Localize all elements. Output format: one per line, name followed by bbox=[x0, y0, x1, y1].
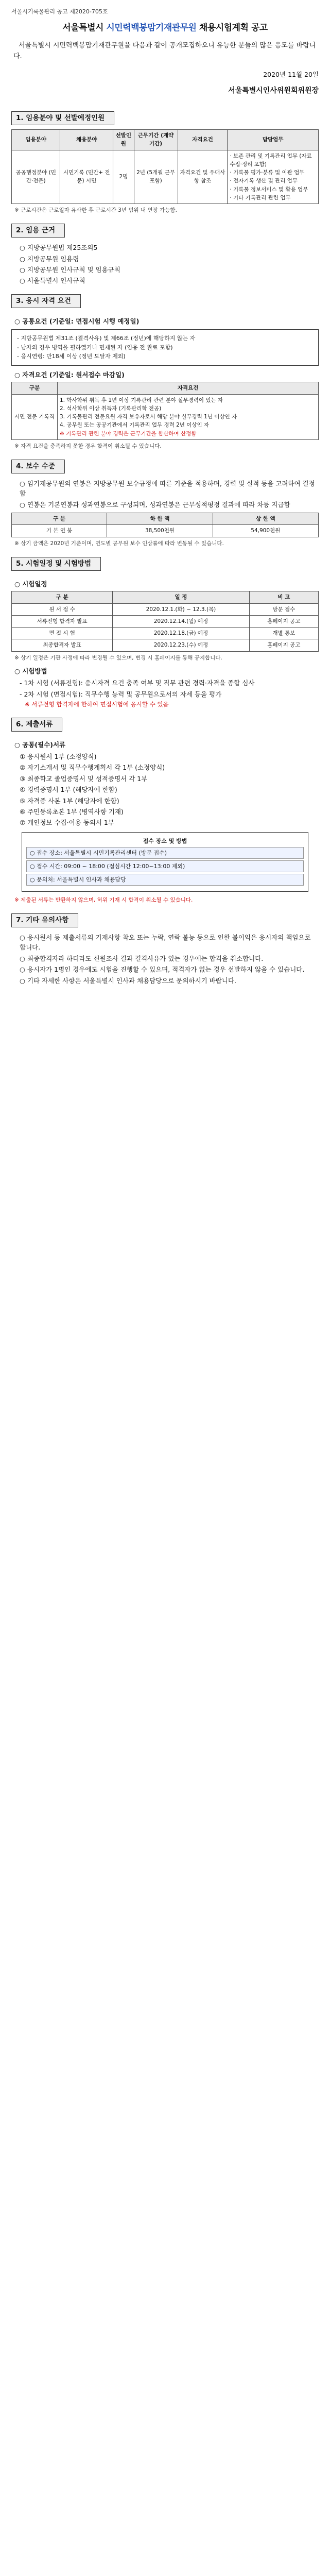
list-item: - 남자의 경우 병역을 필하였거나 면제된 자 (임용 전 완료 포함) bbox=[17, 344, 173, 351]
table-header-row: 임용분야 채용분야 선발인원 근무기간 (계약기간) 자격요건 담당업무 bbox=[12, 129, 319, 150]
list-item: ○ 임기제공무원의 연봉은 지방공무원 보수규정에 따른 기준을 적용하며, 경력 및 실적 등을 고려하여 결정함 bbox=[20, 480, 315, 498]
issuer: 서울특별시인사위원회위원장 bbox=[228, 87, 319, 95]
list-item: - 지방공무원법 제31조 (결격사유) 및 제66조 (정년)에 해당하지 않는 자 bbox=[17, 335, 196, 342]
common-req-heading: ○ 공통요건 (기준일: 면접시험 시행 예정일) bbox=[14, 317, 140, 325]
section-7-title: 7. 기타 유의사항 bbox=[11, 913, 78, 927]
docs-note: ※ 제출된 서류는 반환하지 않으며, 허위 기재 시 합격이 취소될 수 있습니다. bbox=[14, 896, 193, 903]
list-item: ○ 연봉은 기본연봉과 성과연봉으로 구성되며, 성과연봉은 근무성적평정 결과에 따라 차등 지급함 bbox=[20, 500, 290, 509]
page-title: 서울특별시 시민력백봉맘기재관무원 채용시험계획 공고 bbox=[62, 23, 268, 33]
list-item: ③ 최종학교 졸업증명서 및 성적증명서 각 1부 bbox=[20, 774, 148, 783]
list-item: ⑤ 자격증 사본 1부 (해당자에 한함) bbox=[20, 796, 119, 805]
recruit-table bbox=[11, 129, 319, 204]
list-item: ○ 지방공무원 임용령 bbox=[20, 255, 79, 263]
duties-cell: · 보존 관리 및 기록관리 업무 (자료 수집·정리 포함) · 기록물 평가·분류 및 이관 업무 · 전자기록 생산 및 관리 업무 · 기록물 정보서비스 및 활용 업무 · 기타 기록관리 관련 업무 bbox=[228, 150, 319, 204]
list-item: ① 응시원서 1부 (소정양식) bbox=[20, 753, 97, 761]
list-item: - 1차 시험 (서류전형): 응시자격 요건 충족 여부 및 직무 관련 경력·자격을 종합 심사 bbox=[20, 679, 255, 687]
section-4-title: 4. 보수 수준 bbox=[11, 460, 65, 473]
table-row: 원 서 접 수 2020.12.1.(화) ~ 12.3.(목) 방문 접수 bbox=[12, 603, 319, 615]
qualification-table bbox=[11, 382, 319, 440]
apply-box-title: 접수 장소 및 방법 bbox=[143, 837, 187, 844]
section-1-note: ※ 근로시간은 근로일자 유사한 후 근로시간 3년 범위 내 연장 가능함. bbox=[14, 207, 177, 214]
qual-req-heading: ○ 자격요건 (기준일: 원서접수 마감일) bbox=[14, 370, 125, 379]
qual-note: ※ 자격 요건을 충족하지 못한 경우 합격이 취소될 수 있습니다. bbox=[14, 443, 162, 449]
section-1-title: 1. 임용분야 및 선발예정인원 bbox=[11, 111, 114, 125]
table-row: 시민 전문 기록직 1. 학사학위 취득 후 1년 이상 기록관리 관련 분야 실무경력이 있는 자 2. 석사학위 이상 취득자 (기록관리학 전공) 3. 기록물관리 전문요원 자격 보유자로서 해당 분야 실무경력 1년 이상인 자 4. 공무원 또는 공공기관에서 기록관리 업무 경력 2년 이상인 자 ※ 기록관리 관련 분야 경력은 근무기간을 합산하여 산정함 bbox=[12, 394, 319, 439]
list-item: ⑦ 개인정보 수집·이용 동의서 1부 bbox=[20, 819, 114, 827]
table-row: 최종합격자 발표 2020.12.23.(수) 예정 홈페이지 공고 bbox=[12, 639, 319, 651]
announcement-date: 2020년 11월 20일 bbox=[263, 70, 319, 78]
schedule-note: ※ 상기 일정은 기관 사정에 따라 변경될 수 있으며, 변경 시 홈페이지를 통해 공지합니다. bbox=[14, 654, 222, 661]
list-item: ○ 응시원서 등 제출서류의 기재사항 착오 또는 누락, 연락 불능 등으로 인한 불이익은 응시자의 책임으로 합니다. bbox=[20, 934, 311, 952]
list-item: ⑥ 주민등록초본 1부 (병역사항 기재) bbox=[20, 807, 124, 816]
common-req-box bbox=[11, 329, 319, 366]
docs-heading: ○ 공통(필수)서류 bbox=[14, 740, 66, 749]
list-item: ○ 최종합격자라 하더라도 신원조사 결과 결격사유가 있는 경우에는 합격을 취소합니다. bbox=[20, 954, 264, 962]
apply-box bbox=[22, 832, 308, 892]
schedule-heading: ○ 시험일정 bbox=[14, 580, 47, 588]
list-item: ② 자기소개서 및 직무수행계획서 각 1부 (소정양식) bbox=[20, 764, 165, 772]
table-header-row: 구 분 하 한 액 상 한 액 bbox=[12, 513, 319, 525]
section-6-title: 6. 제출서류 bbox=[11, 718, 62, 732]
apply-box-row: ○ 접수 장소: 서울특별시 시민기록관리센터 (방문 접수) bbox=[26, 847, 304, 859]
table-header-row: 구분 자격요건 bbox=[12, 382, 319, 394]
title-highlight: 시민력백봉맘기재관무원 bbox=[106, 23, 197, 33]
apply-box-row: ○ 문의처: 서울특별시 인사과 채용담당 bbox=[26, 874, 304, 886]
list-item: ○ 지방공무원 인사규칙 및 임용규칙 bbox=[20, 266, 120, 274]
method-note: ※ 서류전형 합격자에 한하여 면접시험에 응시할 수 있음 bbox=[25, 700, 169, 708]
table-header-row: 구 분 일 정 비 고 bbox=[12, 591, 319, 603]
schedule-table bbox=[11, 591, 319, 651]
document-page bbox=[0, 0, 330, 986]
list-item: ○ 서울특별시 인사규칙 bbox=[20, 277, 85, 285]
section-2-title: 2. 임용 근거 bbox=[11, 224, 65, 238]
section-5-title: 5. 시험일정 및 시험방법 bbox=[11, 557, 101, 571]
list-item: ○ 응시자가 1명인 경우에도 시험을 진행할 수 있으며, 적격자가 없는 경우 선발하지 않을 수 있습니다. bbox=[20, 965, 305, 974]
salary-table bbox=[11, 513, 319, 537]
list-item: - 2차 시험 (면접시험): 직무수행 능력 및 공무원으로서의 자세 등을 평가 bbox=[20, 690, 222, 698]
list-item: ○ 지방공무원법 제25조의5 bbox=[20, 244, 98, 252]
list-item: - 응시연령: 만18세 이상 (정년 도달자 제외) bbox=[17, 353, 126, 360]
apply-box-row: ○ 접수 시간: 09:00 ~ 18:00 (점심시간 12:00~13:00 제외) bbox=[26, 860, 304, 872]
list-item: ○ 기타 자세한 사항은 서울특별시 인사과 채용담당으로 문의하시기 바랍니다. bbox=[20, 976, 236, 985]
method-heading: ○ 시험방법 bbox=[14, 667, 47, 675]
announcement-number: 서울시기록물관리 공고 제2020-705호 bbox=[11, 8, 108, 15]
table-row: 기 본 연 봉 38,500천원 54,900천원 bbox=[12, 525, 319, 537]
intro-text: 서울특별시 시민력백봉맘기재관무원을 다음과 같이 공개모집하오니 유능한 분들의 많은 응모를 바랍니다. bbox=[13, 42, 316, 61]
list-item: ④ 경력증명서 1부 (해당자에 한함) bbox=[20, 786, 117, 794]
table-row: 서류전형 합격자 발표 2020.12.14.(월) 예정 홈페이지 공고 bbox=[12, 615, 319, 627]
table-row: 면 접 시 험 2020.12.18.(금) 예정 개별 통보 bbox=[12, 628, 319, 639]
section-3-title: 3. 응시 자격 요건 bbox=[11, 294, 81, 308]
salary-note: ※ 상기 금액은 2020년 기준이며, 연도별 공무원 보수 인상률에 따라 변동될 수 있습니다. bbox=[14, 540, 224, 547]
table-row: 공공행정분야 (민간·전문) 시민기록 (민간+ 전문) 시민 2명 2년 (5개월 근무 포함) 자격요건 및 우대사항 참조 · 보존 관리 및 기록관리 업무 (자료 수집·정리 포함) · 기록물 평가·분류 및 이관 업무 · 전자기록 생산 및 관리 업무 · 기록물 정보서비스 및 활용 업무 · 기타 기록관리 관련 업무 bbox=[12, 150, 319, 204]
